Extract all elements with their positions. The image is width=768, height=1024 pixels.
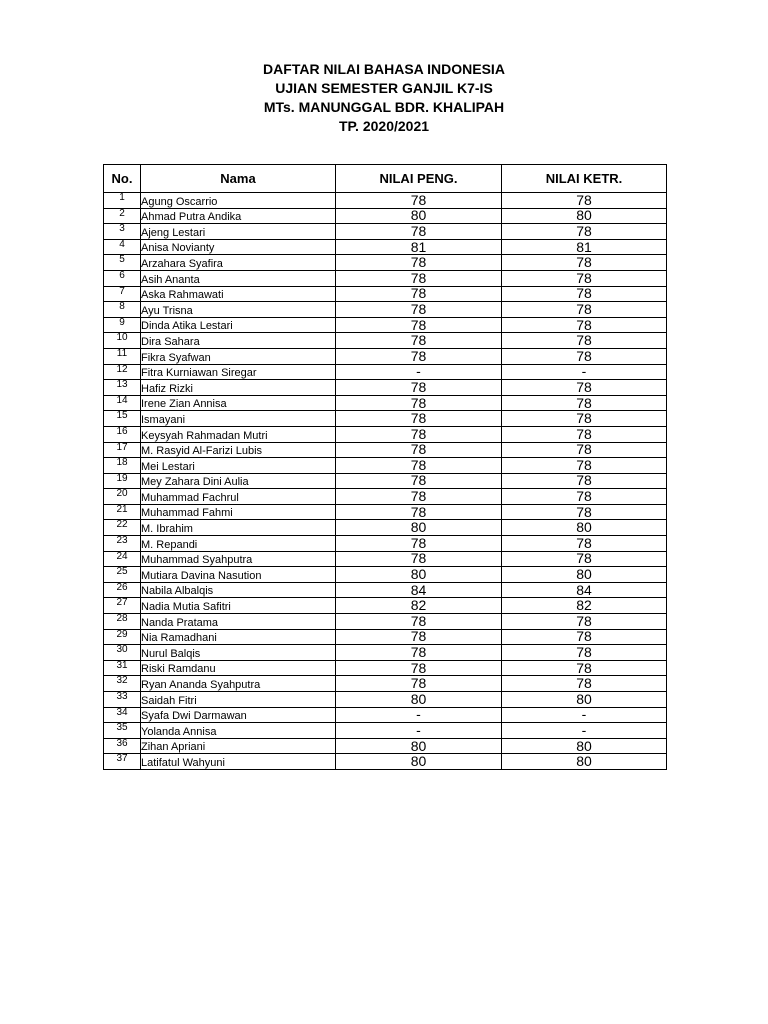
nilai-peng-value: 78	[336, 504, 502, 520]
nilai-ketr-value: 78	[502, 333, 667, 349]
nilai-ketr-value: 81	[502, 239, 667, 255]
table-row	[104, 270, 667, 286]
nilai-peng-value: 78	[336, 333, 502, 349]
nilai-peng-value: 78	[336, 270, 502, 286]
student-name: Mutiara Davina Nasution	[141, 567, 336, 583]
row-number: 2	[104, 208, 141, 224]
nilai-ketr-value: 78	[502, 645, 667, 661]
nilai-peng-value: 78	[336, 224, 502, 240]
student-name: Dinda Atika Lestari	[141, 317, 336, 333]
nilai-peng-value: 78	[336, 645, 502, 661]
table-header-row	[104, 165, 667, 193]
table-row	[104, 660, 667, 676]
table-row	[104, 520, 667, 536]
column-header-nilai-ketr: NILAI KETR.	[502, 165, 667, 193]
table-row	[104, 598, 667, 614]
row-number: 9	[104, 317, 141, 333]
row-number: 6	[104, 270, 141, 286]
table-row	[104, 692, 667, 708]
row-number: 27	[104, 598, 141, 614]
document-title	[0, 60, 768, 136]
nilai-ketr-value: 78	[502, 442, 667, 458]
row-number: 11	[104, 348, 141, 364]
table-row	[104, 738, 667, 754]
nilai-ketr-value: 80	[502, 520, 667, 536]
student-name: Arzahara Syafira	[141, 255, 336, 271]
nilai-ketr-value: 80	[502, 692, 667, 708]
nilai-ketr-value: 84	[502, 582, 667, 598]
nilai-ketr-value: 78	[502, 395, 667, 411]
student-name: Ahmad Putra Andika	[141, 208, 336, 224]
table-body	[104, 193, 667, 770]
nilai-ketr-value: 78	[502, 380, 667, 396]
nilai-ketr-value: 78	[502, 317, 667, 333]
row-number: 14	[104, 395, 141, 411]
row-number: 8	[104, 302, 141, 318]
row-number: 36	[104, 738, 141, 754]
student-name: Mei Lestari	[141, 458, 336, 474]
table-row	[104, 707, 667, 723]
grades-table	[103, 164, 667, 770]
student-name: Ismayani	[141, 411, 336, 427]
table-row	[104, 364, 667, 380]
nilai-ketr-value: -	[502, 707, 667, 723]
table-row	[104, 458, 667, 474]
table-row	[104, 208, 667, 224]
row-number: 4	[104, 239, 141, 255]
nilai-peng-value: 78	[336, 255, 502, 271]
student-name: Aska Rahmawati	[141, 286, 336, 302]
row-number: 21	[104, 504, 141, 520]
student-name: Muhammad Fachrul	[141, 489, 336, 505]
nilai-peng-value: 82	[336, 598, 502, 614]
table-row	[104, 551, 667, 567]
nilai-peng-value: 78	[336, 629, 502, 645]
nilai-peng-value: 80	[336, 738, 502, 754]
student-name: Syafa Dwi Darmawan	[141, 707, 336, 723]
table-row	[104, 489, 667, 505]
row-number: 17	[104, 442, 141, 458]
table-row	[104, 582, 667, 598]
table-row	[104, 426, 667, 442]
nilai-peng-value: 78	[336, 302, 502, 318]
table-row	[104, 676, 667, 692]
nilai-peng-value: 78	[336, 395, 502, 411]
table-row	[104, 442, 667, 458]
column-header-no: No.	[104, 165, 141, 193]
row-number: 7	[104, 286, 141, 302]
row-number: 20	[104, 489, 141, 505]
row-number: 30	[104, 645, 141, 661]
table-row	[104, 333, 667, 349]
student-name: Riski Ramdanu	[141, 660, 336, 676]
nilai-peng-value: 78	[336, 442, 502, 458]
column-header-nilai-peng: NILAI PENG.	[336, 165, 502, 193]
student-name: Dira Sahara	[141, 333, 336, 349]
column-header-nama: Nama	[141, 165, 336, 193]
row-number: 34	[104, 707, 141, 723]
title-exam: UJIAN SEMESTER GANJIL K7-IS	[275, 80, 493, 96]
nilai-peng-value: 78	[336, 317, 502, 333]
nilai-ketr-value: 78	[502, 411, 667, 427]
student-name: Nurul Balqis	[141, 645, 336, 661]
student-name: Muhammad Syahputra	[141, 551, 336, 567]
nilai-ketr-value: 78	[502, 614, 667, 630]
student-name: Latifatul Wahyuni	[141, 754, 336, 770]
student-name: Zihan Apriani	[141, 738, 336, 754]
nilai-ketr-value: 80	[502, 567, 667, 583]
table-row	[104, 380, 667, 396]
student-name: Ajeng Lestari	[141, 224, 336, 240]
nilai-peng-value: 78	[336, 380, 502, 396]
nilai-ketr-value: 78	[502, 629, 667, 645]
nilai-peng-value: 80	[336, 692, 502, 708]
student-name: Saidah Fitri	[141, 692, 336, 708]
student-name: Irene Zian Annisa	[141, 395, 336, 411]
row-number: 1	[104, 193, 141, 209]
nilai-ketr-value: 78	[502, 489, 667, 505]
student-name: Asih Ananta	[141, 270, 336, 286]
nilai-peng-value: 78	[336, 411, 502, 427]
nilai-ketr-value: 78	[502, 660, 667, 676]
table-row	[104, 193, 667, 209]
nilai-peng-value: -	[336, 723, 502, 739]
row-number: 10	[104, 333, 141, 349]
student-name: Keysyah Rahmadan Mutri	[141, 426, 336, 442]
nilai-ketr-value: 78	[502, 302, 667, 318]
student-name: Muhammad Fahmi	[141, 504, 336, 520]
table-row	[104, 411, 667, 427]
nilai-peng-value: 80	[336, 520, 502, 536]
row-number: 3	[104, 224, 141, 240]
nilai-ketr-value: 78	[502, 504, 667, 520]
row-number: 32	[104, 676, 141, 692]
nilai-peng-value: 78	[336, 614, 502, 630]
title-subject: DAFTAR NILAI BAHASA INDONESIA	[263, 61, 505, 77]
nilai-ketr-value: 78	[502, 255, 667, 271]
nilai-ketr-value: 78	[502, 676, 667, 692]
nilai-ketr-value: 78	[502, 270, 667, 286]
student-name: Fikra Syafwan	[141, 348, 336, 364]
nilai-peng-value: 78	[336, 348, 502, 364]
table-row	[104, 348, 667, 364]
nilai-ketr-value: 78	[502, 458, 667, 474]
row-number: 13	[104, 380, 141, 396]
student-name: Yolanda Annisa	[141, 723, 336, 739]
table-row	[104, 504, 667, 520]
row-number: 22	[104, 520, 141, 536]
nilai-ketr-value: 78	[502, 224, 667, 240]
nilai-ketr-value: 78	[502, 286, 667, 302]
nilai-peng-value: 78	[336, 536, 502, 552]
row-number: 5	[104, 255, 141, 271]
nilai-peng-value: 78	[336, 286, 502, 302]
table-row	[104, 286, 667, 302]
nilai-peng-value: 80	[336, 567, 502, 583]
title-school: MTs. MANUNGGAL BDR. KHALIPAH	[263, 99, 505, 115]
table-row	[104, 614, 667, 630]
nilai-ketr-value: 78	[502, 193, 667, 209]
student-name: Fitra Kurniawan Siregar	[141, 364, 336, 380]
row-number: 24	[104, 551, 141, 567]
student-name: M. Repandi	[141, 536, 336, 552]
nilai-ketr-value: 82	[502, 598, 667, 614]
row-number: 25	[104, 567, 141, 583]
nilai-peng-value: 81	[336, 239, 502, 255]
table-row	[104, 317, 667, 333]
student-name: Nia Ramadhani	[141, 629, 336, 645]
row-number: 37	[104, 754, 141, 770]
row-number: 26	[104, 582, 141, 598]
nilai-peng-value: 80	[336, 208, 502, 224]
nilai-peng-value: 78	[336, 676, 502, 692]
nilai-peng-value: -	[336, 707, 502, 723]
nilai-peng-value: 78	[336, 426, 502, 442]
nilai-ketr-value: 78	[502, 551, 667, 567]
row-number: 16	[104, 426, 141, 442]
nilai-peng-value: 78	[336, 660, 502, 676]
table-row	[104, 239, 667, 255]
nilai-peng-value: 78	[336, 193, 502, 209]
row-number: 23	[104, 536, 141, 552]
student-name: Ryan Ananda Syahputra	[141, 676, 336, 692]
nilai-ketr-value: 80	[502, 754, 667, 770]
table-row	[104, 255, 667, 271]
nilai-ketr-value: 78	[502, 348, 667, 364]
table-row	[104, 754, 667, 770]
table-row	[104, 395, 667, 411]
row-number: 12	[104, 364, 141, 380]
nilai-peng-value: 84	[336, 582, 502, 598]
nilai-ketr-value: 78	[502, 473, 667, 489]
student-name: Nabila Albalqis	[141, 582, 336, 598]
nilai-peng-value: 78	[336, 489, 502, 505]
row-number: 31	[104, 660, 141, 676]
nilai-peng-value: 80	[336, 754, 502, 770]
table-row	[104, 473, 667, 489]
student-name: Anisa Novianty	[141, 239, 336, 255]
nilai-ketr-value: 80	[502, 738, 667, 754]
row-number: 28	[104, 614, 141, 630]
table-row	[104, 302, 667, 318]
student-name: M. Rasyid Al-Farizi Lubis	[141, 442, 336, 458]
table-row	[104, 224, 667, 240]
nilai-ketr-value: 78	[502, 426, 667, 442]
table-row	[104, 567, 667, 583]
table-row	[104, 723, 667, 739]
nilai-peng-value: -	[336, 364, 502, 380]
row-number: 33	[104, 692, 141, 708]
student-name: Nadia Mutia Safitri	[141, 598, 336, 614]
nilai-ketr-value: 80	[502, 208, 667, 224]
student-name: Agung Oscarrio	[141, 193, 336, 209]
table-row	[104, 645, 667, 661]
nilai-peng-value: 78	[336, 458, 502, 474]
nilai-ketr-value: -	[502, 364, 667, 380]
student-name: Hafiz Rizki	[141, 380, 336, 396]
row-number: 19	[104, 473, 141, 489]
row-number: 35	[104, 723, 141, 739]
student-name: Nanda Pratama	[141, 614, 336, 630]
table-row	[104, 629, 667, 645]
student-name: Mey Zahara Dini Aulia	[141, 473, 336, 489]
nilai-ketr-value: -	[502, 723, 667, 739]
nilai-peng-value: 78	[336, 473, 502, 489]
row-number: 15	[104, 411, 141, 427]
student-name: Ayu Trisna	[141, 302, 336, 318]
table-row	[104, 536, 667, 552]
title-year: TP. 2020/2021	[338, 118, 430, 134]
nilai-ketr-value: 78	[502, 536, 667, 552]
nilai-peng-value: 78	[336, 551, 502, 567]
row-number: 29	[104, 629, 141, 645]
student-name: M. Ibrahim	[141, 520, 336, 536]
row-number: 18	[104, 458, 141, 474]
